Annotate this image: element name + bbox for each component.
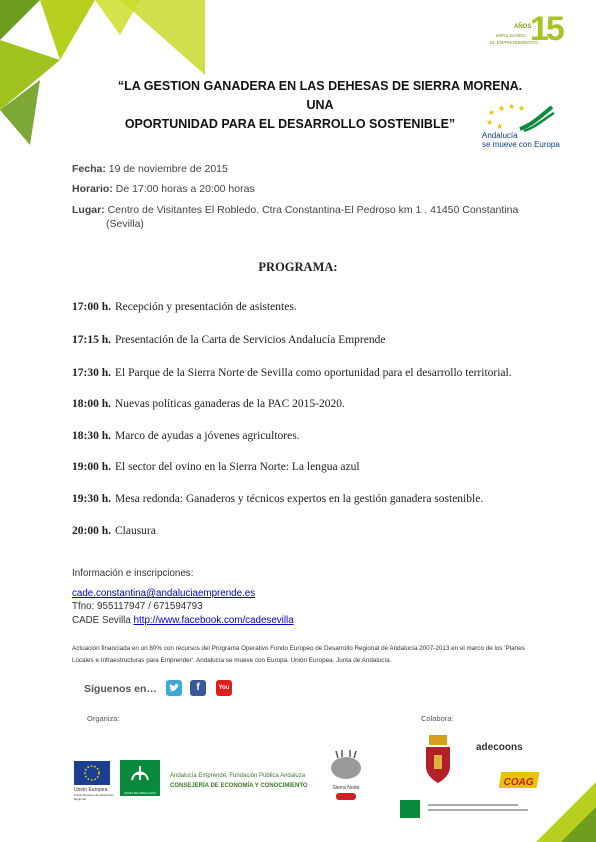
lugar-label: Lugar: <box>72 204 105 216</box>
anniversary-number: 15 <box>530 10 562 48</box>
organiza-label: Organiza: <box>87 714 120 723</box>
svg-text:★: ★ <box>488 108 496 117</box>
coag-text: COAG <box>502 777 535 788</box>
contact-heading: Información e inscripciones: <box>72 568 194 579</box>
andalucia-logo-line1: Andalucía <box>482 131 518 140</box>
svg-text:★: ★ <box>486 118 494 127</box>
horario-label: Horario: <box>72 183 113 195</box>
deer-icon <box>328 750 364 780</box>
program-time: 17:00 h. <box>72 301 111 313</box>
anniversary-line3: EL EMPRENDIMIENTO <box>490 40 538 45</box>
partner-logo-strip <box>400 800 530 820</box>
eu-line1: Unión Europea <box>74 787 108 793</box>
program-time: 18:00 h. <box>72 398 111 410</box>
youtube-icon[interactable]: You <box>216 680 232 696</box>
programa-title: PROGRAMA: <box>258 260 338 274</box>
constantina-coat-of-arms <box>423 735 453 785</box>
horario-row <box>72 183 255 195</box>
colabora-label: Colabora: <box>421 714 454 723</box>
program-time: 20:00 h. <box>72 525 111 537</box>
program-item <box>72 398 345 410</box>
andalucia-emprende-line2: CONSEJERÍA DE ECONOMÍA Y CONOCIMIENTO <box>170 783 308 789</box>
program-item <box>72 367 512 379</box>
program-item <box>72 334 385 346</box>
eu-logo <box>74 761 114 801</box>
adecoons-logo: adecoons <box>476 742 523 753</box>
program-text: El Parque de la Sierra Norte de Sevilla como oportunidad para el desarrollo territorial. <box>114 367 512 379</box>
contact-phone: Tfno: 955117947 / 671594793 <box>72 601 203 612</box>
program-item <box>72 493 483 505</box>
program-text: Nuevas políticas ganaderas de la PAC 2015-2020. <box>114 398 345 410</box>
sierra-norte-badge-icon <box>336 793 356 800</box>
program-text: Clausura <box>114 525 156 537</box>
program-item <box>72 461 360 473</box>
contact-email-link[interactable]: cade.constantina@andaluciaemprende.es <box>72 588 256 599</box>
eu-flag-icon <box>74 761 110 785</box>
eu-line2: Fondo Europeo de Desarrollo Regional <box>74 793 114 801</box>
fecha-row <box>72 163 228 175</box>
anniversary-logo <box>490 10 562 50</box>
facebook-link[interactable]: http://www.facebook.com/cadesevilla <box>133 615 294 626</box>
facebook-row <box>72 615 294 626</box>
program-time: 18:30 h. <box>72 430 111 442</box>
facebook-label: CADE Sevilla <box>72 615 131 626</box>
andalucia-emprende-line1: Andalucía Emprende, Fundación Pública Andaluza <box>170 773 306 779</box>
sierra-norte-text: Sierra Norte <box>332 785 360 791</box>
facebook-icon[interactable]: f <box>190 680 206 696</box>
program-text: Recepción y presentación de asistentes. <box>114 301 297 313</box>
lugar-row-2: (Sevilla) <box>106 218 144 230</box>
junta-small-icon <box>400 800 420 818</box>
anniversary-line2: IMPULSANDO <box>496 33 526 38</box>
program-text: Marco de ayudas a jóvenes agricultores. <box>114 430 300 442</box>
fecha-value: 19 de noviembre de 2015 <box>108 163 228 175</box>
page-title <box>110 77 530 134</box>
coag-logo <box>499 772 540 788</box>
svg-text:★: ★ <box>498 104 506 113</box>
social-label: Síguenos en… <box>84 683 157 695</box>
program-item <box>72 301 297 313</box>
program-time: 19:30 h. <box>72 493 111 505</box>
andalucia-logo-line2: se mueve con Europa <box>482 140 560 149</box>
coat-of-arms-icon <box>423 735 453 785</box>
program-text: Mesa redonda: Ganaderos y técnicos expertos en la gestión ganadera sostenible. <box>114 493 484 505</box>
junta-logo <box>120 760 160 796</box>
sierra-norte-logo <box>328 750 364 800</box>
program-text: El sector del ovino en la Sierra Norte: La lengua azul <box>114 461 360 473</box>
program-time: 17:30 h. <box>72 367 111 379</box>
junta-text: JUNTA DE ANDALUCÍA <box>123 791 157 795</box>
fecha-label: Fecha: <box>72 163 106 175</box>
financing-note: Actuación financiada en un 80% con recursos del Programa Operativo Fondo Europeo de Desarrollo Regional de Andalucía 2007-2013 en el marco de los 'Planes Locales e Infraestructuras para Emprender'. Andalucía se mueve con Europa. Unión Europea. Junta de Andalucía. <box>72 645 525 664</box>
anniversary-line1: AÑOS <box>514 24 532 30</box>
junta-emblem-icon <box>120 760 160 786</box>
title-line-2: OPORTUNIDAD PARA EL DESARROLLO SOSTENIBLE” <box>124 117 456 131</box>
lugar-row <box>72 204 518 216</box>
program-item <box>72 430 300 442</box>
program-text: Presentación de la Carta de Servicios Andalucía Emprende <box>114 334 386 346</box>
stars-icon <box>482 103 557 133</box>
svg-text:★: ★ <box>508 103 516 111</box>
title-line-1: “LA GESTION GANADERA EN LAS DEHESAS DE SIERRA MORENA. UNA <box>117 79 523 112</box>
andalucia-europa-logo <box>480 103 560 151</box>
svg-text:★: ★ <box>496 122 504 131</box>
program-time: 17:15 h. <box>72 334 111 346</box>
horario-value: De 17:00 horas a 20:00 horas <box>115 183 255 195</box>
program-time: 19:00 h. <box>72 461 111 473</box>
program-item <box>72 525 156 537</box>
lugar-value: Centro de Visitantes El Robledo. Ctra Constantina-El Pedroso km 1 . 41450 Constantina <box>107 204 519 216</box>
svg-text:★: ★ <box>518 104 526 113</box>
twitter-icon[interactable] <box>166 680 182 696</box>
partner-text-lines <box>428 800 528 811</box>
